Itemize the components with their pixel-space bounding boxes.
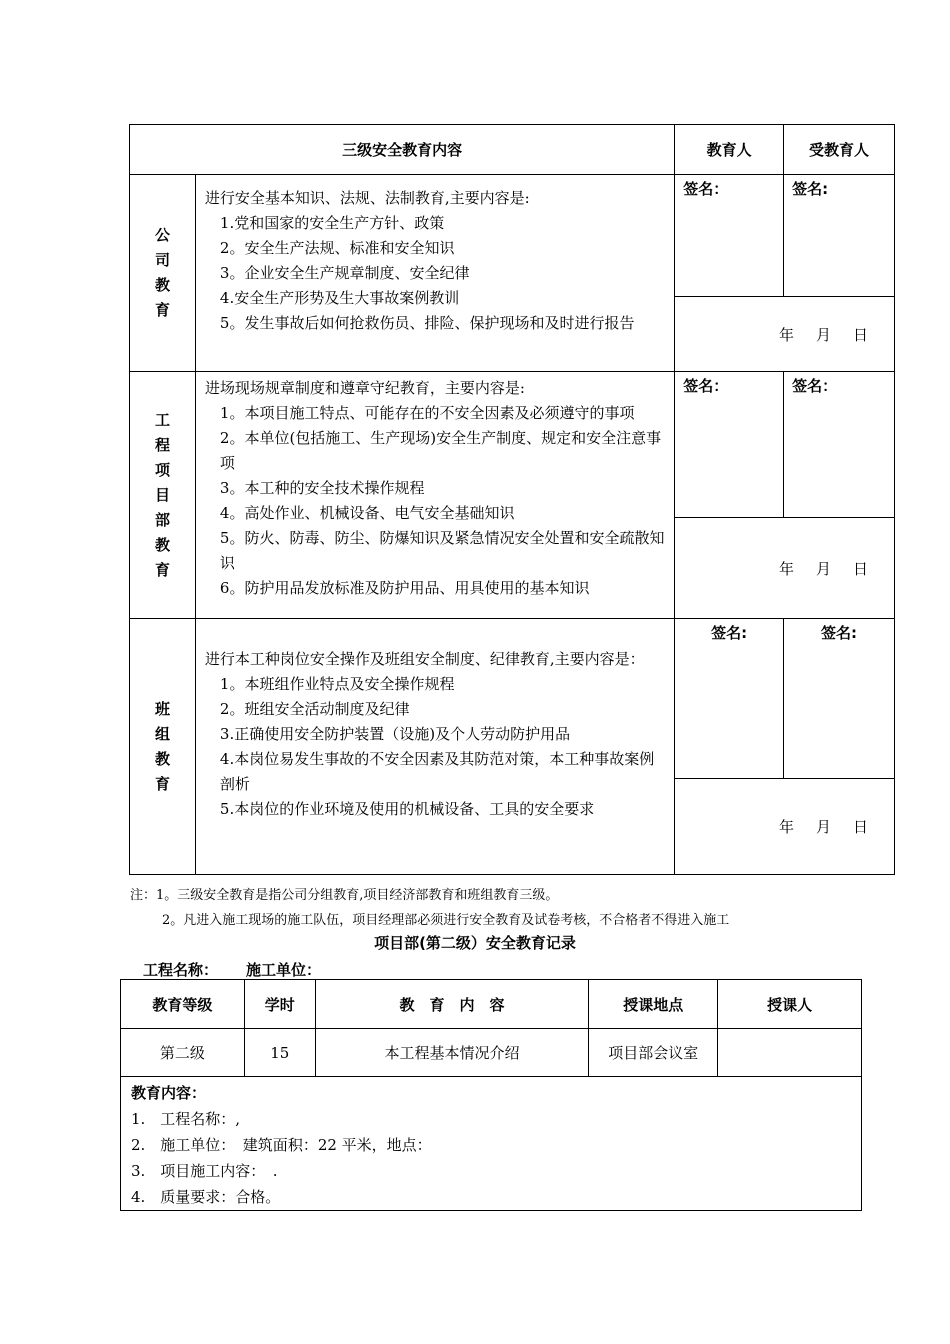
section-content-team: 进行本工种岗位安全操作及班组安全制度、纪律教育,主要内容是： 1。本班组作业特点及安全操作规程 2。班组安全活动制度及纪律 3.正确使用安全防护装置（设施)及个人劳动防护用品 4.本岗位易发生事故的不安全因素及其防范对策，本工种事故案例剖析 5.本岗位的作业环境及使用的机械设备、工具的安全要求: [195, 619, 674, 875]
header-location: 授课地点: [589, 980, 718, 1029]
section-project-row: [130, 372, 895, 518]
header-level: 教育等级: [121, 980, 245, 1029]
education-content-cell: [121, 1077, 862, 1211]
section-content-company: 进行安全基本知识、法规、法制教育,主要内容是: 1.党和国家的安全生产方针、政策 2。安全生产法规、标准和安全知识 3。企业安全生产规章制度、安全纪律 4.安全生产形势及生大事故案例教训 5。发生事故后如何抢救伤员、排险、保护现场和及时进行报告: [195, 175, 674, 372]
content-item: 1. 工程名称：,: [131, 1110, 241, 1128]
header-educator: 教育人: [675, 125, 784, 175]
record-title: 项目部(第二级）安全教育记录: [374, 934, 576, 952]
note-2: 2。凡进入施工现场的施工队伍，项目经理部必须进行安全教育及试卷考核，不合格者不得进入施工: [162, 913, 730, 928]
cell-instructor: [718, 1029, 862, 1077]
header-educatee: 受教育人: [784, 125, 895, 175]
header-instructor: 授课人: [718, 980, 862, 1029]
content-item: 3. 项目施工内容： .: [131, 1162, 278, 1180]
education-record-table: [120, 979, 862, 1211]
section-label-team: 班 组 教 育: [130, 619, 196, 875]
header-hours: 学时: [244, 980, 315, 1029]
table-row: [121, 1029, 862, 1077]
construction-unit-label: 施工单位：: [246, 961, 322, 979]
three-level-education-table: [129, 124, 895, 875]
date-field: 年 月 日: [675, 779, 895, 875]
header-content: 三级安全教育内容: [130, 125, 675, 175]
date-field: 年 月 日: [675, 518, 895, 619]
date-field: 年 月 日: [675, 297, 895, 372]
section-label-company: 公 司 教 育: [130, 175, 196, 372]
cell-content: 本工程基本情况介绍: [315, 1029, 589, 1077]
educatee-signature: 签名:: [784, 619, 895, 779]
content-item: 4. 质量要求：合格。: [131, 1188, 281, 1206]
content-row: [121, 1077, 862, 1211]
educator-signature: 签名:: [675, 619, 784, 779]
table-header-row: [130, 125, 895, 175]
header-content: 教 育 内 容: [315, 980, 589, 1029]
content-item: 2. 施工单位： 建筑面积：22 平米，地点：: [131, 1136, 432, 1154]
cell-hours: 15: [244, 1029, 315, 1077]
project-info: [143, 959, 349, 980]
section-company-row: [130, 175, 895, 297]
project-name-label: 工程名称：: [143, 961, 219, 979]
educator-signature: 签名：: [675, 175, 784, 297]
content-title: 教育内容：: [131, 1084, 207, 1102]
cell-level: 第二级: [121, 1029, 245, 1077]
section-team-row: [130, 619, 895, 779]
table-header-row: [121, 980, 862, 1029]
educator-signature: 签名：: [675, 372, 784, 518]
educatee-signature: 签名：: [784, 372, 895, 518]
section-label-project: 工 程 项 目 部 教 育: [130, 372, 196, 619]
cell-location: 项目部会议室: [589, 1029, 718, 1077]
section-content-project: 进场现场规章制度和遵章守纪教育，主要内容是: 1。本项目施工特点、可能存在的不安全因素及必须遵守的事项 2。本单位(包括施工、生产现场)安全生产制度、规定和安全注意事项 3。本工种的安全技术操作规程 4。高处作业、机械设备、电气安全基础知识 5。防火、防毒、防尘、防爆知识及紧急情况安全处置和安全疏散知识 6。防护用品发放标准及防护用品、用具使用的基本知识: [195, 372, 674, 619]
educatee-signature: 签名:: [784, 175, 895, 297]
note-1: 注：1。三级安全教育是指公司分组教育,项目经济部教育和班组教育三级。: [130, 888, 559, 903]
